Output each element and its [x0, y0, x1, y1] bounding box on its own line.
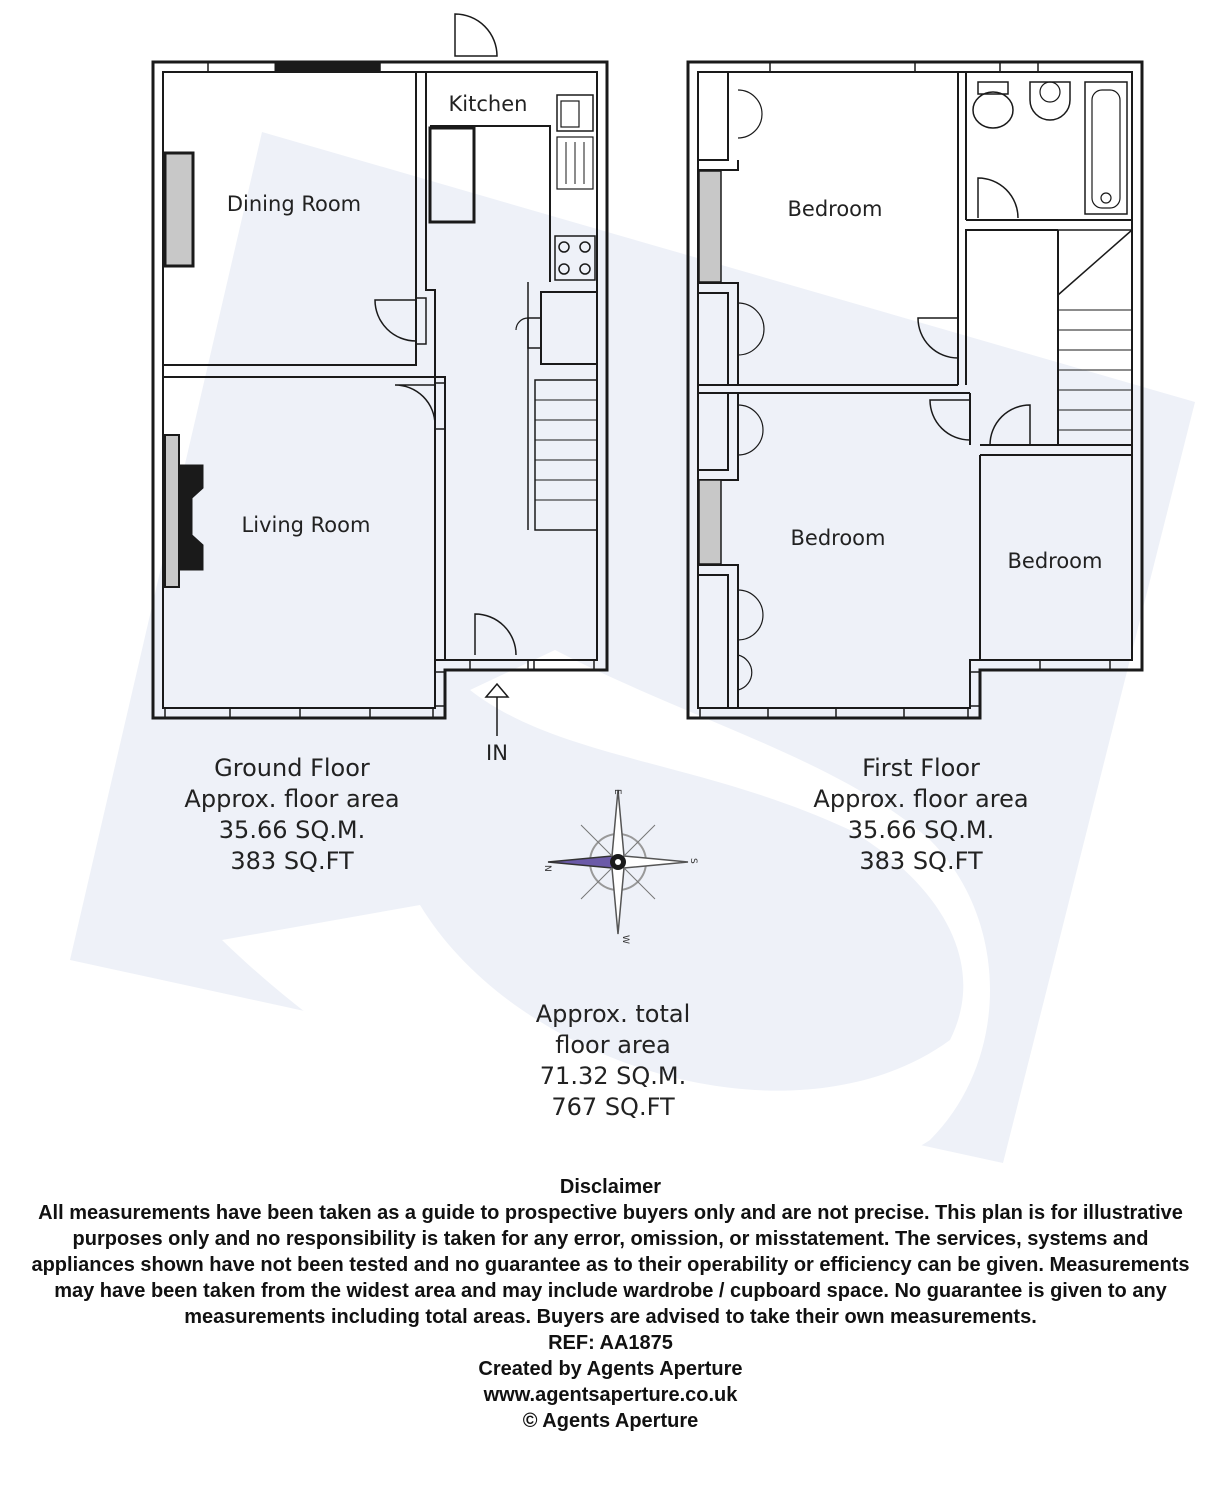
room-label-dining-room: Dining Room	[226, 192, 362, 216]
total-area-line2: floor area	[555, 1031, 671, 1059]
compass-label-e: E	[612, 789, 622, 795]
total-area-line1: Approx. total	[535, 1000, 691, 1028]
disclaimer-copyright: © Agents Aperture	[522, 1410, 699, 1432]
disclaimer-website[interactable]: www.agentsaperture.co.uk	[483, 1384, 738, 1406]
first-floor-sqm: 35.66 SQ.M.	[847, 816, 995, 844]
first-floor-title: First Floor	[862, 754, 980, 782]
first-floor-caption: Approx. floor area	[813, 785, 1029, 813]
room-label-living-room: Living Room	[241, 513, 371, 537]
room-label-bedroom-small: Bedroom	[1007, 549, 1103, 573]
room-label-bedroom-rear: Bedroom	[790, 526, 886, 550]
ground-floor-area	[184, 753, 399, 877]
ground-floor-title: Ground Floor	[214, 754, 370, 782]
first-floor-area	[813, 753, 1028, 877]
disclaimer-block	[20, 1174, 1201, 1434]
total-area	[536, 999, 691, 1123]
ground-floor-caption: Approx. floor area	[184, 785, 400, 813]
ground-floor-sqft: 383 SQ.FT	[230, 847, 354, 875]
first-floor-sqft: 383 SQ.FT	[859, 847, 983, 875]
compass-label-s: S	[688, 858, 698, 864]
disclaimer-ref: REF: AA1875	[548, 1332, 673, 1354]
disclaimer-body: All measurements have been taken as a guide to prospective buyers only and are not precise. This plan is for illustrative purposes only and no responsibility is taken for any error, omission, or misstatement. The services, systems and appliances shown have not been tested and no guarantee as to their operability or efficiency can be given. Measurements may have been taken from the widest area and may include wardrobe / cupboard space. No guarantee is given to any measurements including total areas. Buyers are advised to take their own measurements.	[31, 1202, 1190, 1328]
disclaimer-created-by: Created by Agents Aperture	[478, 1358, 743, 1380]
total-area-sqm: 71.32 SQ.M.	[539, 1062, 687, 1090]
disclaimer-heading: Disclaimer	[559, 1176, 662, 1198]
compass-label-w: W	[620, 935, 630, 944]
entrance-label: IN	[486, 741, 508, 765]
room-label-bedroom-front: Bedroom	[787, 197, 883, 221]
compass-label-n: N	[542, 865, 552, 872]
room-label-kitchen: Kitchen	[448, 92, 528, 116]
total-area-sqft: 767 SQ.FT	[551, 1093, 675, 1121]
ground-floor-sqm: 35.66 SQ.M.	[218, 816, 366, 844]
